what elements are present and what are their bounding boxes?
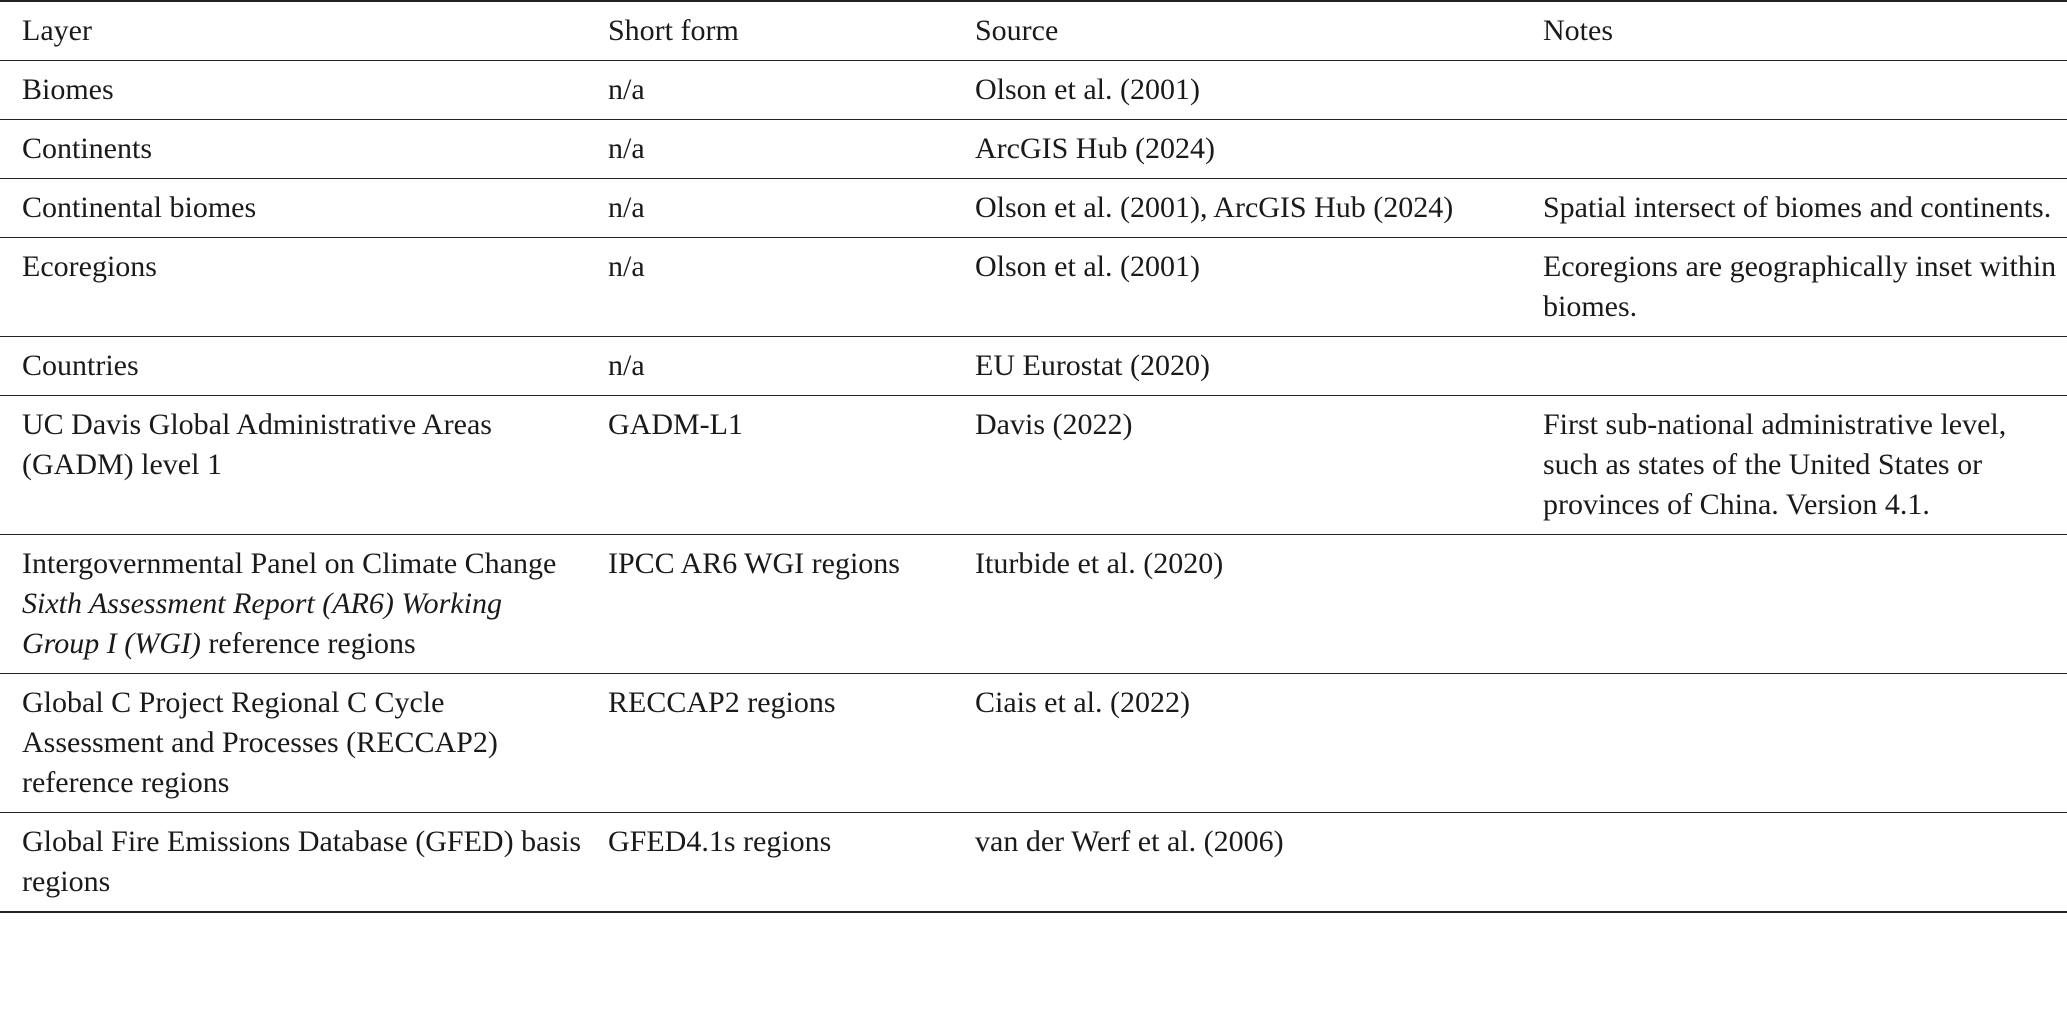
cell-short-form: n/a	[608, 250, 645, 283]
cell-notes	[1521, 813, 2067, 913]
table-row	[0, 238, 2067, 337]
cell-short-form: n/a	[608, 132, 645, 165]
cell-layer: Global C Project Regional C Cycle Assessment and Processes (RECCAP2) reference regions	[22, 686, 498, 799]
cell-source: EU Eurostat (2020)	[975, 349, 1210, 382]
cell-short-form: IPCC AR6 WGI regions	[608, 547, 900, 580]
cell-source: Iturbide et al. (2020)	[975, 547, 1224, 580]
cell-source: Ciais et al. (2022)	[975, 686, 1190, 719]
cell-notes: First sub-national administrative level, such as states of the United States or provinces of China. Version 4.1.	[1543, 408, 2007, 521]
cell-source: ArcGIS Hub (2024)	[975, 132, 1215, 165]
cell-source: van der Werf et al. (2006)	[975, 825, 1284, 858]
header-notes: Notes	[1543, 14, 1613, 47]
header-row	[0, 1, 2067, 61]
table-row	[0, 813, 2067, 913]
cell-source: Olson et al. (2001), ArcGIS Hub (2024)	[975, 191, 1454, 224]
cell-notes	[1521, 535, 2067, 674]
cell-short-form: GADM-L1	[608, 408, 743, 441]
cell-layer: Countries	[22, 349, 139, 382]
cell-notes	[1521, 337, 2067, 396]
header-source: Source	[975, 14, 1059, 47]
cell-short-form: n/a	[608, 191, 645, 224]
table-row	[0, 179, 2067, 238]
cell-layer: Biomes	[22, 73, 114, 106]
table-row	[0, 535, 2067, 674]
cell-layer: UC Davis Global Administrative Areas (GADM) level 1	[22, 408, 492, 481]
header-layer: Layer	[22, 14, 92, 47]
cell-layer	[0, 535, 586, 674]
cell-layer: Global Fire Emissions Database (GFED) basis regions	[22, 825, 582, 898]
layer-text-after: reference regions	[200, 627, 416, 660]
cell-notes: Ecoregions are geographically inset within biomes.	[1543, 250, 2057, 323]
cell-short-form: RECCAP2 regions	[608, 686, 836, 719]
layer-text-italic: Sixth Assessment Report (AR6) Working Group I (WGI)	[22, 587, 502, 660]
table-row	[0, 396, 2067, 535]
table-row	[0, 337, 2067, 396]
cell-notes	[1521, 120, 2067, 179]
layer-text-before: Intergovernmental Panel on Climate Change	[22, 547, 557, 580]
cell-layer: Continental biomes	[22, 191, 257, 224]
cell-source: Olson et al. (2001)	[975, 73, 1200, 106]
table-row	[0, 61, 2067, 120]
cell-layer: Continents	[22, 132, 153, 165]
cell-layer: Ecoregions	[22, 250, 157, 283]
cell-short-form: n/a	[608, 349, 645, 382]
table-body	[0, 61, 2067, 913]
cell-notes	[1521, 674, 2067, 813]
table-row	[0, 674, 2067, 813]
header-short-form: Short form	[608, 14, 739, 47]
cell-source: Davis (2022)	[975, 408, 1133, 441]
table-header	[0, 1, 2067, 61]
cell-short-form: n/a	[608, 73, 645, 106]
table-row	[0, 120, 2067, 179]
cell-short-form: GFED4.1s regions	[608, 825, 832, 858]
cell-source: Olson et al. (2001)	[975, 250, 1200, 283]
cell-notes	[1521, 61, 2067, 120]
cell-notes: Spatial intersect of biomes and continents.	[1543, 191, 2052, 224]
